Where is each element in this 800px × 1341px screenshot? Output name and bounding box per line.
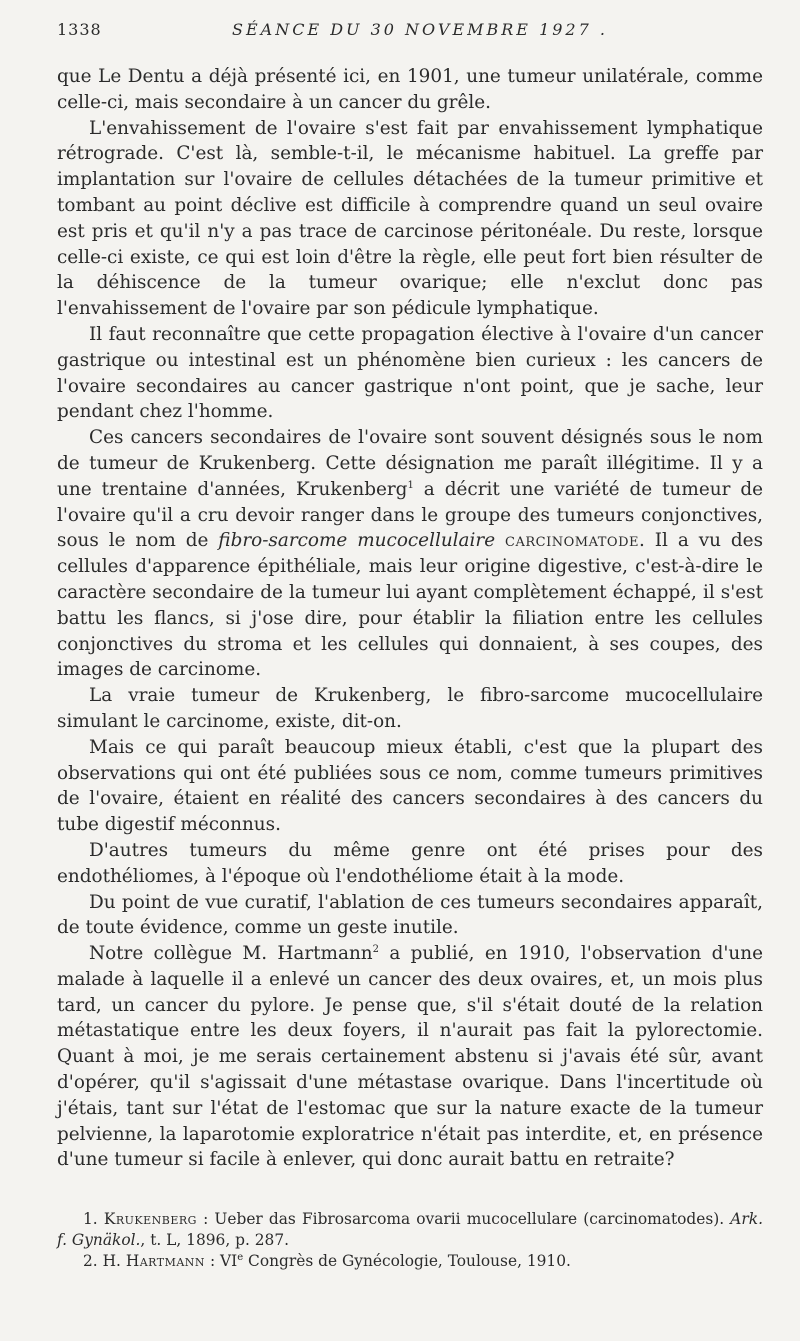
paragraph: que Le Dentu a déjà présenté ici, en 1901, une tumeur unilatérale, comme celle-ci, mais secondaire à un cancer du grêle. (57, 66, 763, 113)
running-title: SÉANCE DU 30 NOVEMBRE 1927 . (232, 20, 608, 39)
page-header (57, 20, 770, 46)
footnote-text: , t. L, 1896, p. 287. (140, 1231, 290, 1249)
text-run: Ces cancers secondaires de l'ovaire sont souvent désignés sous le nom de tumeur de Krukenberg. Cette désignation me paraît illégitime. Il y a une trentaine d'années, Krukenberg (57, 427, 763, 500)
text-run: Notre collègue M. Hartmann (89, 943, 373, 965)
paragraph (57, 425, 763, 683)
footnote-author: Hartmann (125, 1252, 206, 1270)
footnote-ref-2[interactable]: 2 (372, 943, 380, 955)
footnote-ref-1[interactable]: 1 (407, 479, 414, 491)
footnote-journal: Ark. f. Gynäkol. (57, 1210, 763, 1249)
footnote-number: 1. (83, 1210, 98, 1228)
footnote-text: : VI (205, 1252, 238, 1270)
footnote-number: 2. (83, 1252, 98, 1270)
paragraph: La vraie tumeur de Krukenberg, le fibro-sarcome mucocellulaire simulant le carcinome, existe, dit-on. (57, 685, 763, 732)
superscript: e (237, 1251, 244, 1263)
page-number: 1338 (57, 20, 102, 39)
paragraph: D'autres tumeurs du même genre ont été prises pour des endothéliomes, à l'époque où l'endothéliome était à la mode. (57, 839, 763, 887)
text-run: a décrit une variété de tumeur de l'ovaire qu'il a cru devoir ranger dans le groupe des tumeurs conjonctives, sous le nom de (57, 478, 764, 552)
paragraph: Du point de vue curatif, l'ablation de ces tumeurs secondaires apparaît, de toute évidence, comme un geste inutile. (57, 891, 763, 939)
footnote-2 (57, 1251, 763, 1272)
footnotes (57, 1209, 763, 1272)
italic-term: fibro-sarcome mucocellulaire (218, 530, 496, 552)
footnote-text: Congrès de Gynécologie, Toulouse, 1910. (243, 1252, 571, 1270)
paragraph: Il faut reconnaître que cette propagation élective à l'ovaire d'un cancer gastrique ou intestinal est un phénomène bien curieux : les cancers de l'ovaire secondaires au cancer gastrique n'ont point, que je sache, leur pendant chez l'homme. (57, 323, 763, 423)
text-run: . Il a vu des cellules d'apparence épithéliale, mais leur origine digestive, c'est-à-dire le caractère secondaire de la tumeur lui ayant complètement échappé, il s'est battu les flancs, si j'ose dire, pour établir la filiation entre les cellules conjonctives du stroma et les cellules qui donnaient, à ses coupes, des images de carcinome. (57, 530, 764, 681)
body-text (57, 64, 763, 1173)
footnote-text: : Ueber das Fibrosarcoma ovarii mucocellulare (carcinomatodes). (196, 1210, 731, 1228)
paragraph (57, 941, 763, 1173)
footnote-1 (57, 1209, 763, 1251)
small-caps-term: carcinomatode (505, 530, 639, 552)
paragraph: L'envahissement de l'ovaire s'est fait par envahissement lymphatique rétrograde. C'est là, semble-t-il, le mécanisme habituel. La greffe par implantation sur l'ovaire de cellules détachées de la tumeur primitive et tombant au point déclive est difficile à comprendre quand un seul ovaire est pris et qu'il n'y a pas trace de carcinose péritonéale. Du reste, lorsque celle-ci existe, ce qui est loin d'être la règle, elle peut fort bien résulter de la déhiscence de la tumeur ovarique; elle n'exclut donc pas l'envahissement de l'ovaire par son pédicule lymphatique. (57, 117, 763, 320)
footnote-author: Krukenberg (103, 1210, 197, 1228)
footnote-text: H. (102, 1252, 126, 1270)
text-run: a publié, en 1910, l'observation d'une malade à laquelle il a enlevé un cancer des deux ovaires, et, un mois plus tard, un cancer du pylore. Je pense que, s'il s'était douté de la relation métastatique entre les deux foyers, il n'aurait pas fait la pylorectomie. Quant à moi, je me serais certainement abstenu si j'avais été sûr, avant d'opérer, qu'il s'agissait d'une métastase ovarique. Dans l'incertitude où j'étais, tant sur l'état de l'estomac que sur la nature exacte de la tumeur pelvienne, la laparotomie exploratrice n'était pas interdite, et, en présence d'une tumeur si facile à enlever, qui donc aurait battu en retraite? (57, 943, 763, 1171)
paragraph: Mais ce qui paraît beaucoup mieux établi, c'est que la plupart des observations qui ont été publiées sous ce nom, comme tumeurs primitives de l'ovaire, étaient en réalité des cancers secondaires à des cancers du tube digestif méconnus. (57, 736, 763, 836)
